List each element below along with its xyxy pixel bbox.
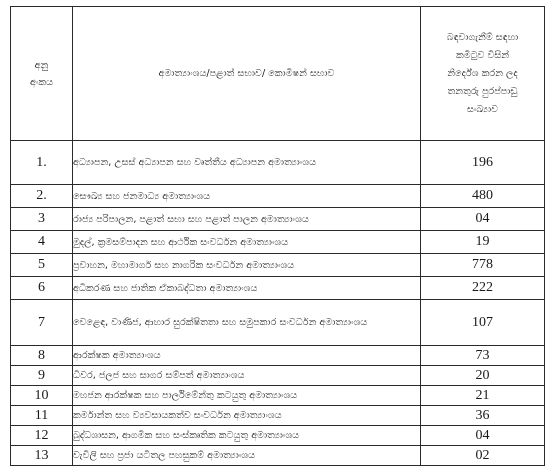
table-header-row bbox=[11, 7, 545, 141]
row-number: 3 bbox=[11, 208, 73, 231]
row-institution: කර්මාන්ත සහ ව්‍යවසායකත්ව සංවර්ධන අමාත්‍යාංශය bbox=[73, 406, 421, 426]
table-row bbox=[11, 346, 545, 366]
header-count-line-4: තනතුරු පුරප්පාඩු bbox=[447, 85, 518, 97]
vacancy-table bbox=[10, 6, 545, 466]
table-row bbox=[11, 208, 545, 231]
row-count: 21 bbox=[421, 386, 545, 406]
header-serial-line-2: අංකය bbox=[29, 76, 54, 88]
row-institution: ධීවර, ජලජ සහ සාගර සම්පත් අමාත්‍යාංශය bbox=[73, 366, 421, 386]
row-institution: වැවිලි සහ ප්‍රජා යටිතල පහසුකම් අමාත්‍යාංශය bbox=[73, 446, 421, 466]
row-count: 778 bbox=[421, 254, 545, 277]
table-row bbox=[11, 386, 545, 406]
header-serial-line-1: අනු bbox=[34, 59, 49, 71]
row-institution: මහජන ආරක්ෂක සහ පාර්ලිමේන්තු කටයුතු අමාත්‍යාංශය bbox=[73, 386, 421, 406]
table-row bbox=[11, 406, 545, 426]
row-institution: අධ්‍යාපන, උසස් අධ්‍යාපන සහ වෘත්තීය අධ්‍යාපන අමාත්‍යාංශය bbox=[73, 141, 421, 185]
row-institution: මුදල්, ක්‍රමසම්පාදන සහ ආර්ථික සංවර්ධන අමාත්‍යාංශය bbox=[73, 231, 421, 254]
row-number: 4 bbox=[11, 231, 73, 254]
row-count: 480 bbox=[421, 185, 545, 208]
row-count: 04 bbox=[421, 208, 545, 231]
row-count: 73 bbox=[421, 346, 545, 366]
table-row bbox=[11, 277, 545, 300]
header-institution: අමාත්‍යාංශය/පළාත් සභාව/ කොමිෂන් සභාව bbox=[73, 7, 421, 141]
header-count-line-3: නිර්දේශ කරන ලද bbox=[447, 67, 518, 79]
table-row bbox=[11, 141, 545, 185]
row-count: 36 bbox=[421, 406, 545, 426]
row-count: 107 bbox=[421, 300, 545, 346]
row-institution: අධිකරණ සහ ජාතික ඒකාබද්ධතා අමාත්‍යාංශය bbox=[73, 277, 421, 300]
document-page bbox=[10, 6, 544, 466]
row-number: 10 bbox=[11, 386, 73, 406]
row-institution: සෞඛ්‍ය සහ ජනමාධ්‍ය අමාත්‍යාංශය bbox=[73, 185, 421, 208]
row-institution: වෙළෙඳ, වාණිජ, ආහාර සුරක්ෂිතතා සහ සමුපකාර සංවර්ධන අමාත්‍යාංශය bbox=[73, 300, 421, 346]
row-number: 8 bbox=[11, 346, 73, 366]
table-row bbox=[11, 185, 545, 208]
row-number: 11 bbox=[11, 406, 73, 426]
header-vacancy-count bbox=[421, 7, 545, 141]
row-institution: ආරක්ෂක අමාත්‍යාංශය bbox=[73, 346, 421, 366]
row-count: 20 bbox=[421, 366, 545, 386]
row-number: 1. bbox=[11, 141, 73, 185]
row-number: 13 bbox=[11, 446, 73, 466]
row-institution: ප්‍රවාහන, මහාමාර්ග සහ නාගරික සංවර්ධන අමාත්‍යාංශය bbox=[73, 254, 421, 277]
row-count: 222 bbox=[421, 277, 545, 300]
table-row bbox=[11, 446, 545, 466]
table-row bbox=[11, 300, 545, 346]
table-row bbox=[11, 366, 545, 386]
header-count-line-1: බඳවාගැනීම් සඳහා bbox=[446, 31, 519, 43]
row-number: 2. bbox=[11, 185, 73, 208]
row-count: 196 bbox=[421, 141, 545, 185]
row-institution: බුද්ධශාසන, ආගමික සහ සංස්කෘතික කටයුතු අමාත්‍යාංශය bbox=[73, 426, 421, 446]
row-number: 12 bbox=[11, 426, 73, 446]
row-number: 6 bbox=[11, 277, 73, 300]
row-number: 7 bbox=[11, 300, 73, 346]
row-number: 9 bbox=[11, 366, 73, 386]
header-count-line-2: කමිටුව විසින් bbox=[455, 49, 510, 61]
header-count-line-5: සංඛ්‍යාව bbox=[466, 103, 499, 115]
row-institution: රාජ්‍ය පරිපාලන, පළාත් සභා සහ පළාත් පාලන අමාත්‍යාංශය bbox=[73, 208, 421, 231]
row-count: 19 bbox=[421, 231, 545, 254]
table-row bbox=[11, 231, 545, 254]
row-count: 02 bbox=[421, 446, 545, 466]
row-count: 04 bbox=[421, 426, 545, 446]
header-serial-number bbox=[11, 7, 73, 141]
table-row bbox=[11, 426, 545, 446]
row-number: 5 bbox=[11, 254, 73, 277]
table-row bbox=[11, 254, 545, 277]
